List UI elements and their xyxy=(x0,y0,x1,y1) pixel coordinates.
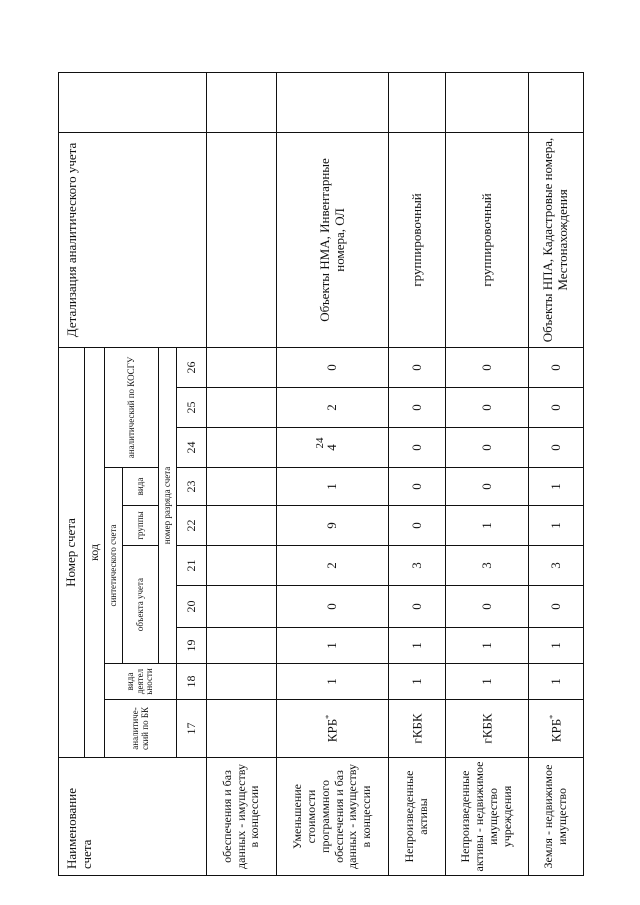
extra-cell xyxy=(277,72,389,132)
header-code: код xyxy=(85,347,105,757)
cell-18: 1 xyxy=(529,664,584,700)
header-analytic-bk: аналитический по БК xyxy=(105,700,177,758)
extra-cell xyxy=(207,72,277,132)
account-name: Непроизведенные активы xyxy=(389,758,446,876)
cell-18: 1 xyxy=(446,664,529,700)
cell-17 xyxy=(277,700,389,758)
cell-17 xyxy=(389,700,446,758)
header-analytic-detail: Детализация аналитического учета xyxy=(59,132,207,347)
analytic-detail: Объекты НМА, Инвентарные номера, ОЛ xyxy=(277,132,389,347)
extra-column-header xyxy=(59,72,207,132)
header-object: объекта учета xyxy=(123,546,159,664)
cell-17 xyxy=(529,700,584,758)
cell-23: 0 xyxy=(389,468,446,506)
account-name: обеспечения и баз данных - имуществу в концессии xyxy=(207,758,277,876)
table-row xyxy=(529,72,584,875)
kbk-code: КРБ xyxy=(548,718,564,743)
table-row xyxy=(446,72,529,875)
cell-21 xyxy=(207,546,277,586)
cell-22: 1 xyxy=(446,506,529,546)
analytic-detail xyxy=(207,132,277,347)
cell-22 xyxy=(207,506,277,546)
header-activity-type: вида деятел ьности xyxy=(105,664,177,700)
cell-26: 0 xyxy=(446,347,529,387)
cell-26 xyxy=(207,347,277,387)
digit-24: 24 xyxy=(177,428,207,468)
cell-19: 1 xyxy=(529,628,584,664)
cell-20: 0 xyxy=(446,586,529,628)
digit-20: 20 xyxy=(177,586,207,628)
analytic-detail: Объекты НПА, Кадастровые номера, Местонахождения xyxy=(529,132,584,347)
cell-19: 1 xyxy=(277,628,389,664)
digit-22: 22 xyxy=(177,506,207,546)
header-synthetic-account: синтетического счета xyxy=(105,468,123,664)
header-kind: вида xyxy=(123,468,159,506)
cell-20: 0 xyxy=(277,586,389,628)
digit-19: 19 xyxy=(177,628,207,664)
cell-26: 0 xyxy=(277,347,389,387)
table-row xyxy=(207,72,277,875)
digit-18: 18 xyxy=(177,664,207,700)
cell-22: 9 xyxy=(277,506,389,546)
cell-20: 0 xyxy=(529,586,584,628)
cell-23: 1 xyxy=(277,468,389,506)
cell-19: 1 xyxy=(446,628,529,664)
cell-17 xyxy=(446,700,529,758)
header-account-number: Номер счета xyxy=(59,347,85,757)
digit-21: 21 xyxy=(177,546,207,586)
digit-26: 26 xyxy=(177,347,207,387)
cell-24 xyxy=(207,428,277,468)
digit-17: 17 xyxy=(177,700,207,758)
cell-19: 1 xyxy=(389,628,446,664)
cell-25: 2 xyxy=(277,388,389,428)
account-name: Земля - недвижимое имущество xyxy=(529,758,584,876)
cell-23: 1 xyxy=(529,468,584,506)
extra-cell xyxy=(529,72,584,132)
cell-22: 0 xyxy=(389,506,446,546)
cell-23: 0 xyxy=(446,468,529,506)
cell-18 xyxy=(207,664,277,700)
extra-cell xyxy=(446,72,529,132)
account-name: Непроизведенные активы - недвижимое имущество учреждения xyxy=(446,758,529,876)
cell-25: 0 xyxy=(446,388,529,428)
rotated-table-wrapper xyxy=(58,73,570,876)
cell-18: 1 xyxy=(277,664,389,700)
kbk-footnote-mark: * xyxy=(547,714,557,719)
cell-22: 1 xyxy=(529,506,584,546)
cell-21: 2 xyxy=(277,546,389,586)
account-name: Уменьшение стоимости программного обеспечения и баз данных - имуществу в концессии xyxy=(277,758,389,876)
cell-23 xyxy=(207,468,277,506)
kbk-footnote-mark: * xyxy=(324,714,334,719)
kbk-code: гКБК xyxy=(479,713,495,744)
cell-25: 0 xyxy=(529,388,584,428)
kbk-code: гКБК xyxy=(409,713,425,744)
cell-25: 0 xyxy=(389,388,446,428)
cell-20 xyxy=(207,586,277,628)
cell-21: 3 xyxy=(529,546,584,586)
cell-24: 0 xyxy=(389,428,446,468)
cell-25 xyxy=(207,388,277,428)
header-group: группы xyxy=(123,506,159,546)
kbk-code: КРБ xyxy=(324,718,340,743)
cell-24: 0 xyxy=(446,428,529,468)
accounts-table xyxy=(58,72,584,876)
extra-cell xyxy=(389,72,446,132)
cell-20: 0 xyxy=(389,586,446,628)
cell-19 xyxy=(207,628,277,664)
cell-26: 0 xyxy=(389,347,446,387)
header-digit-number: номер разряда счета xyxy=(159,347,177,663)
cell-24: 0 xyxy=(529,428,584,468)
cell-17 xyxy=(207,700,277,758)
cell-18: 1 xyxy=(389,664,446,700)
digit-25: 25 xyxy=(177,388,207,428)
analytic-detail: группировочный xyxy=(389,132,446,347)
cell-21: 3 xyxy=(389,546,446,586)
page-number: 24 xyxy=(314,437,326,449)
cell-24: 4 xyxy=(277,428,389,468)
cell-21: 3 xyxy=(446,546,529,586)
header-analytic-kosgu: аналитический по КОСГУ xyxy=(105,347,159,467)
header-account-name: Наименование счета xyxy=(59,758,207,876)
analytic-detail: группировочный xyxy=(446,132,529,347)
table-row xyxy=(389,72,446,875)
cell-26: 0 xyxy=(529,347,584,387)
digit-23: 23 xyxy=(177,468,207,506)
table-row xyxy=(277,72,389,875)
